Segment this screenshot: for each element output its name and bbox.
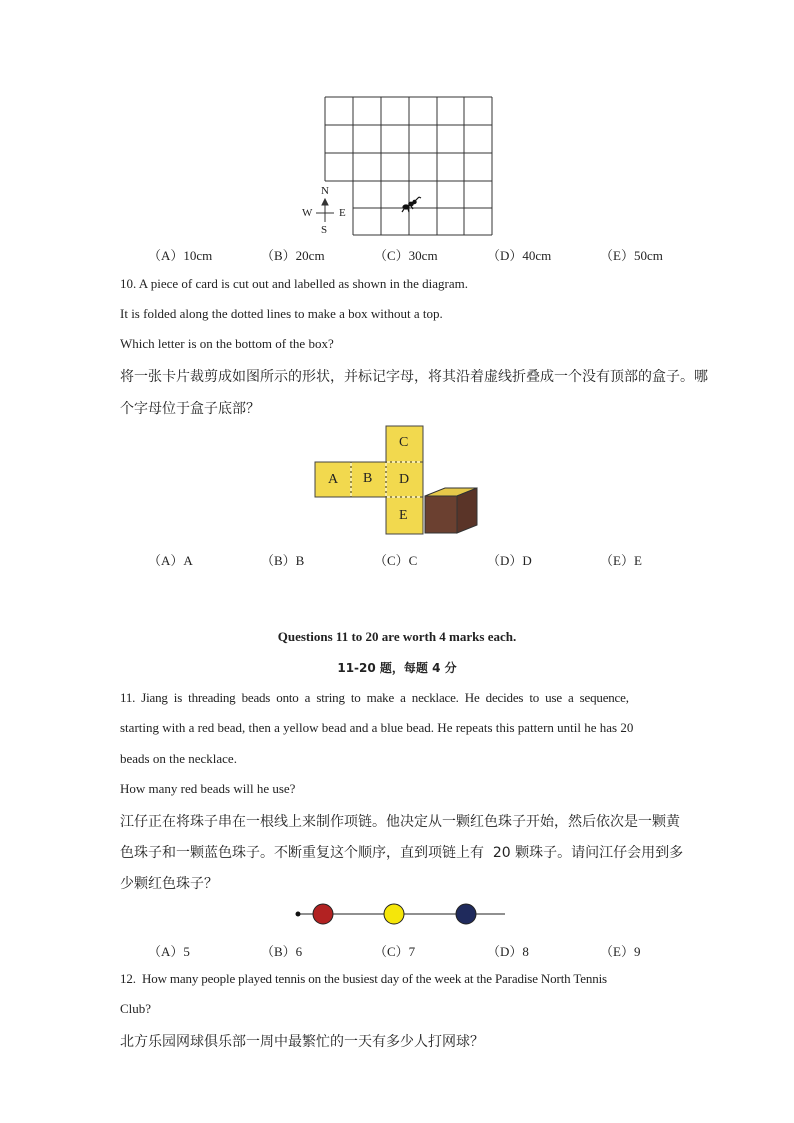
- q11-zh1: 江仔正在将珠子串在一根线上来制作项链。他决定从一颗红色珠子开始，然后依次是一颗黄: [120, 814, 680, 830]
- q10-option-a[interactable]: （A）A: [148, 553, 193, 568]
- string-end: [296, 912, 301, 917]
- q10-zh2: 个字母位于盒子底部？: [120, 401, 260, 417]
- compass-e-label: E: [339, 207, 346, 219]
- q11-options: [148, 941, 688, 959]
- q9-option-d[interactable]: （D）40cm: [487, 248, 552, 263]
- q11-zh2: 色珠子和一颗蓝色珠子。不断重复这个顺序，直到项链上有 20 颗珠子。请问江仔会用到多: [120, 845, 684, 861]
- net-label-d: D: [399, 472, 410, 487]
- q11-option-d[interactable]: （D）8: [487, 944, 529, 959]
- q10-line1: 10. A piece of card is cut out and labelled as shown in the diagram.: [120, 276, 469, 291]
- q10-line3: Which letter is on the bottom of the box?: [120, 336, 334, 351]
- q11-option-e[interactable]: （E）9: [600, 944, 641, 959]
- q9-option-a[interactable]: （A）10cm: [148, 248, 213, 263]
- section-subtitle: 11-20 题，每题 4 分: [337, 661, 457, 675]
- q9-option-c[interactable]: （C）30cm: [374, 248, 438, 263]
- q10-option-e[interactable]: （E）E: [600, 553, 642, 568]
- q10-option-b[interactable]: （B）B: [261, 553, 305, 568]
- bead-blue: [456, 904, 476, 924]
- compass-s-label: S: [321, 224, 328, 236]
- q11-option-b[interactable]: （B）6: [261, 944, 303, 959]
- compass-n-label: N: [321, 185, 329, 197]
- compass-w-label: W: [302, 207, 313, 219]
- q11-zh3: 少颗红色珠子？: [120, 876, 218, 892]
- q11-line4: How many red beads will he use?: [120, 781, 296, 796]
- net-label-e: E: [399, 508, 408, 523]
- q9-option-e[interactable]: （E）50cm: [600, 248, 663, 263]
- q11-option-a[interactable]: （A）5: [148, 944, 190, 959]
- q9-option-b[interactable]: （B）20cm: [261, 248, 325, 263]
- section-title: Questions 11 to 20 are worth 4 marks each.: [277, 629, 517, 644]
- net-label-c: C: [399, 435, 409, 450]
- q10-line2: It is folded along the dotted lines to make a box without a top.: [120, 306, 443, 321]
- net-label-b: B: [363, 471, 373, 486]
- q10-zh1: 将一张卡片裁剪成如图所示的形状，并标记字母，将其沿着虚线折叠成一个没有顶部的盒子。哪: [120, 369, 708, 385]
- q10-option-d[interactable]: （D）D: [487, 553, 532, 568]
- bead-red: [313, 904, 333, 924]
- q12-line1: 12. How many people played tennis on the busiest day of the week at the Paradise North Tennis: [120, 971, 607, 986]
- q11-line3: beads on the necklace.: [120, 751, 237, 766]
- q11-line1: 11. Jiang is threading beads onto a string to make a necklace. He decides to use a sequence,: [120, 690, 629, 705]
- q11-line2: starting with a red bead, then a yellow bead and a blue bead. He repeats this pattern until he has 20: [120, 720, 634, 735]
- q12-zh1: 北方乐园网球俱乐部一周中最繁忙的一天有多少人打网球？: [120, 1034, 484, 1050]
- bead-yellow: [384, 904, 404, 924]
- q10-option-c[interactable]: （C）C: [374, 553, 418, 568]
- q11-option-c[interactable]: （C）7: [374, 944, 416, 959]
- net-label-a: A: [328, 472, 339, 487]
- q12-line2: Club?: [120, 1001, 152, 1016]
